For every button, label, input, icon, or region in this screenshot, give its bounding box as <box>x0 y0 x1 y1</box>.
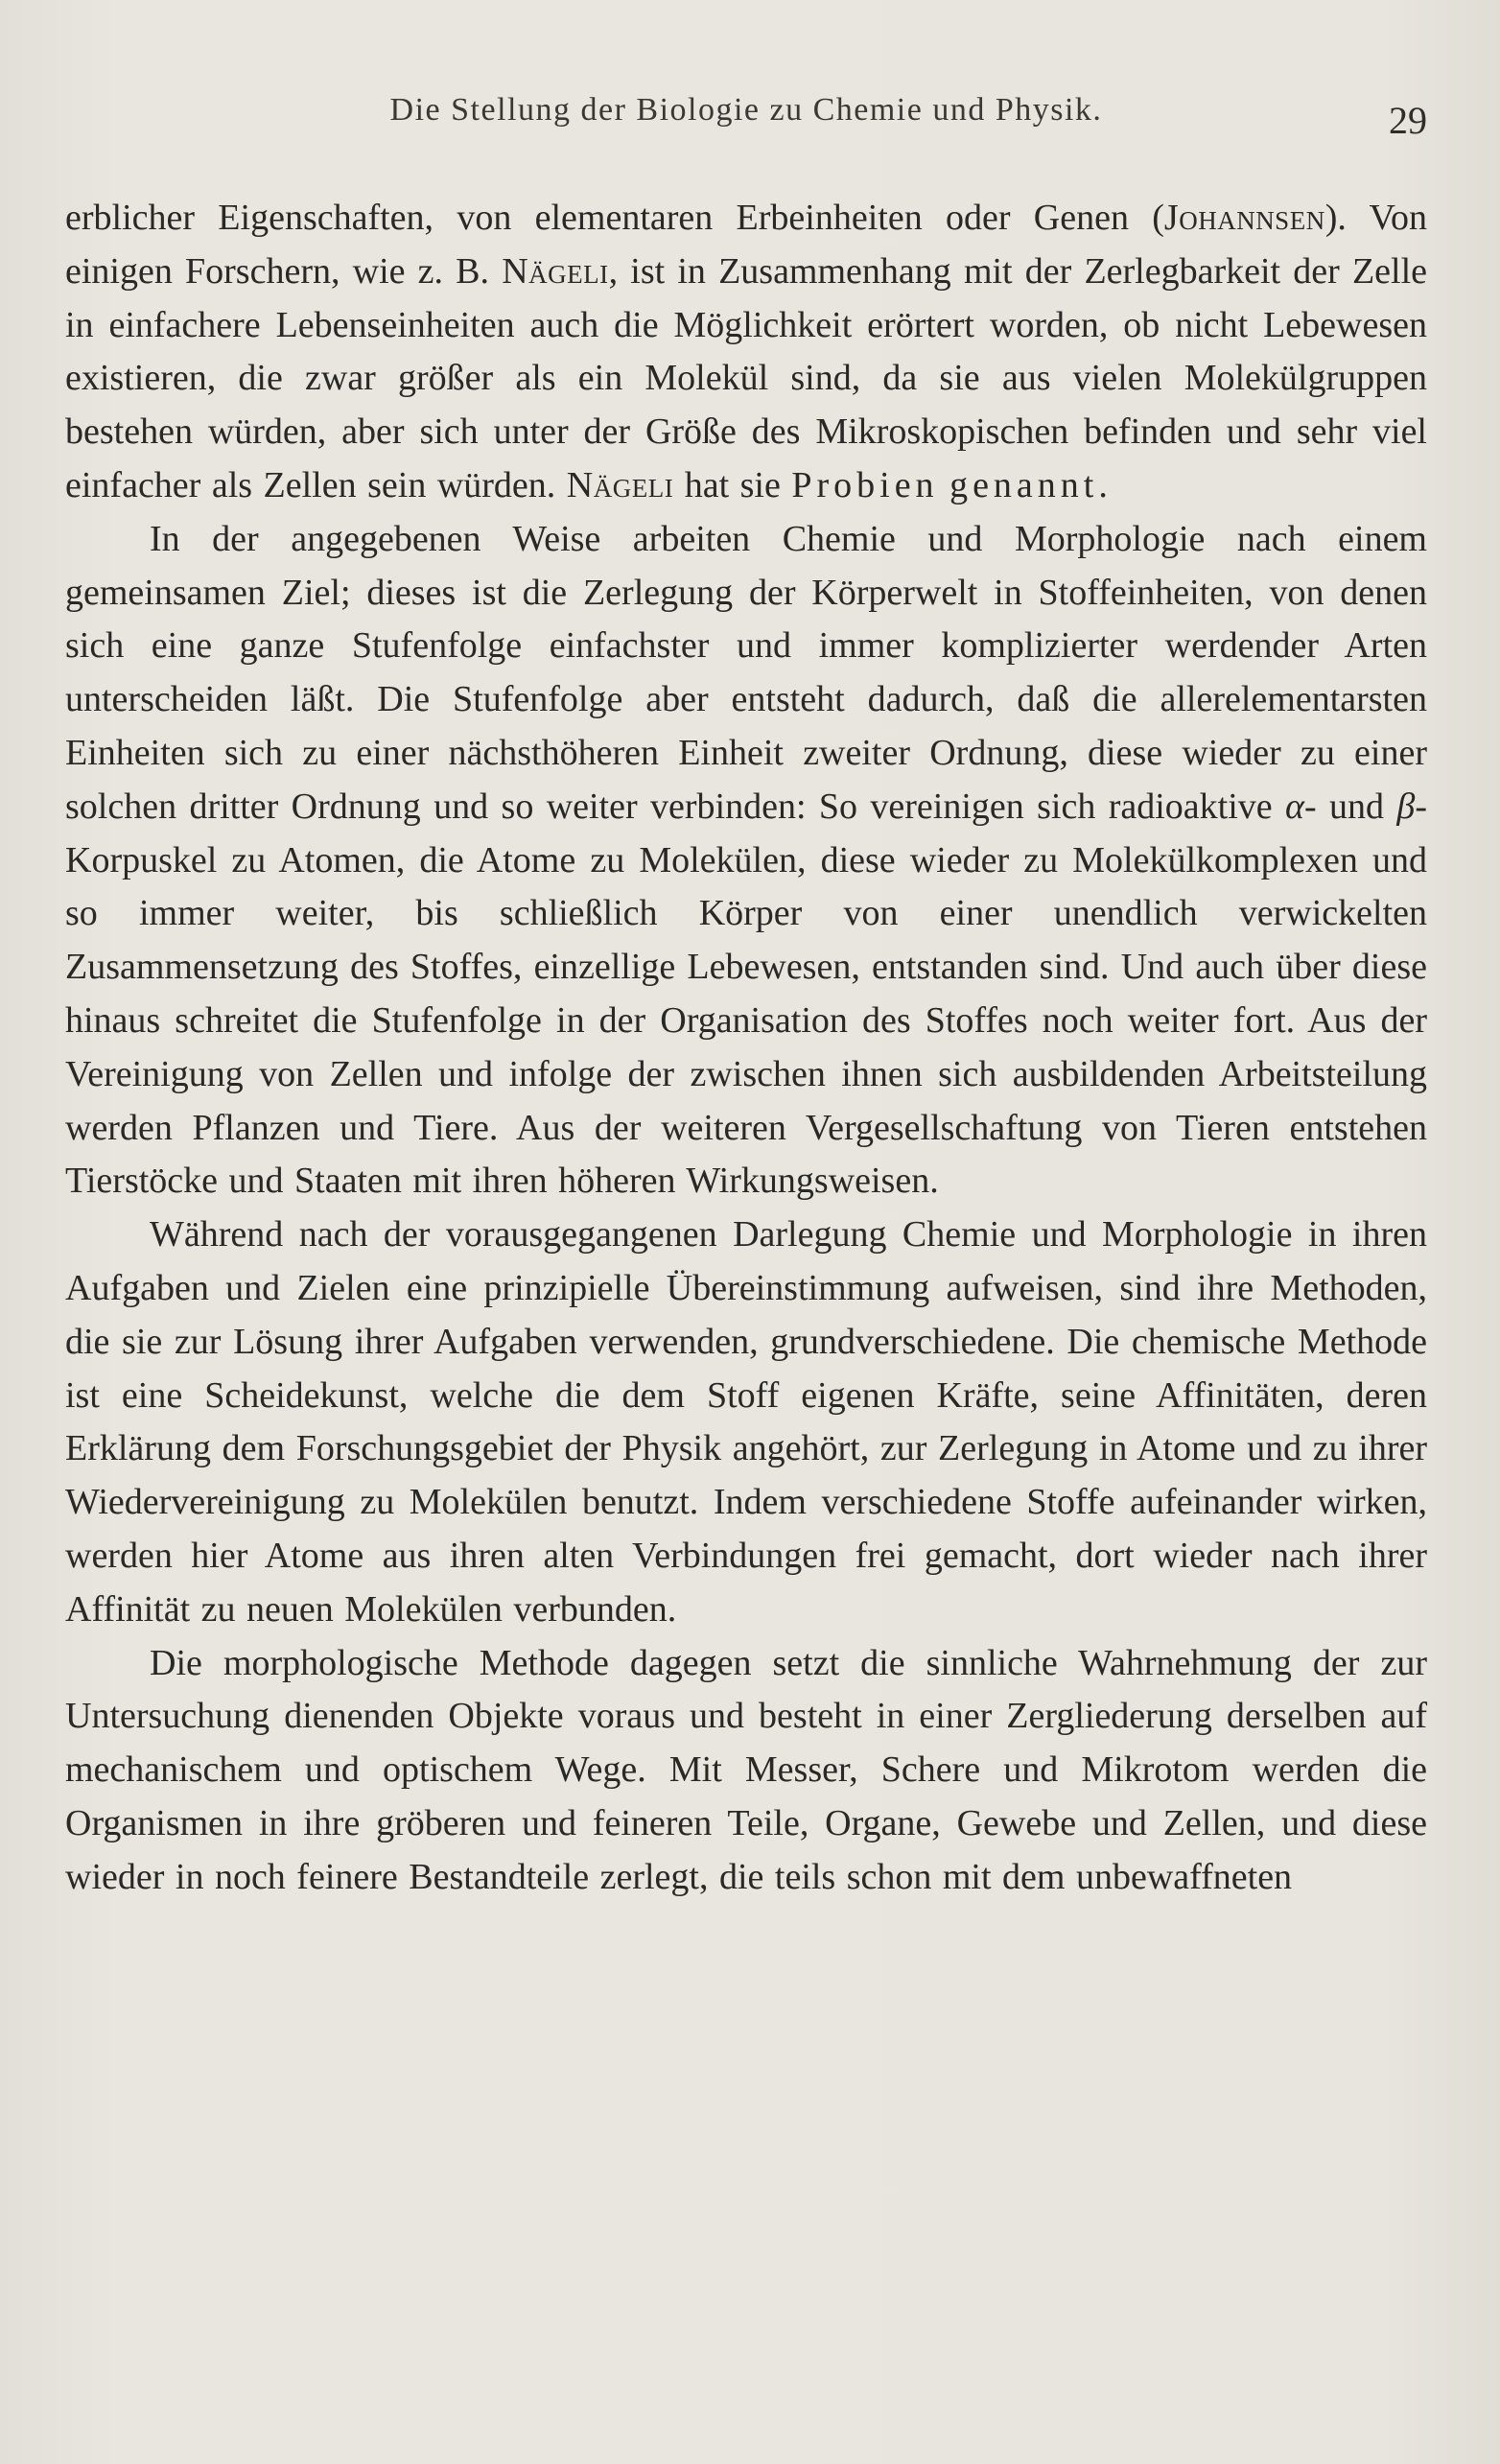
paragraph-3: Während nach der vorausgegangenen Darlegung Chemie und Morphologie in ihren Aufgaben und Zielen eine prinzipielle Übereinstimmung aufweisen, sind ihre Methoden, die sie zur Lösung ihrer Aufgaben verwenden, grundverschiedene. Die chemische Methode ist eine Scheidekunst, welche die dem Stoff eigenen Kräfte, seine Affinitäten, deren Erklärung dem Forschungsgebiet der Physik angehört, zur Zerlegung in Atome und zu ihrer Wiedervereinigung zu Molekülen benutzt. Indem verschiedene Stoffe aufeinander wirken, werden hier Atome aus ihren alten Verbindungen frei gemacht, dort wieder nach ihrer Affinität zu neuen Molekülen verbunden. <box>65 1214 1427 1630</box>
body-text <box>65 192 1427 1905</box>
p1-text-b: ). Von einigen Forschern, wie z. B. <box>65 198 1427 292</box>
paragraph-1 <box>65 192 1427 513</box>
paragraph-2 <box>65 513 1427 1209</box>
author-naegeli-2: Nägeli <box>566 464 674 505</box>
p1-text-c: , ist in Zusammenhang mit der Zerlegbarkeit der Zelle in einfachere Lebenseinheiten auch die Möglichkeit erörtert worden, ob nicht Lebewesen existieren, die zwar größer als ein Molekül sind, da sie aus vielen Molekülgruppen bestehen würden, aber sich unter der Größe des Mikroskopischen befinden und sehr viel einfacher als Zellen sein würden. <box>65 250 1428 505</box>
running-title: Die Stellung der Biologie zu Chemie und Physik. <box>389 92 1103 128</box>
p1-text-d: hat sie <box>673 464 792 505</box>
p2-text-c: -Korpuskel zu Atomen, die Atome zu Molekülen, diese wieder zu Molekülkomplexen und so immer weiter, bis schließlich Körper von einer unendlich verwickelten Zusammensetzung des Stoffes, einzellige Lebewesen, entstanden sind. Und auch über diese hinaus schreitet die Stufenfolge in der Organisation des Stoffes noch weiter fort. Aus der Vereinigung von Zellen und infolge der zwischen ihnen sich ausbildenden Arbeitsteilung werden Pflanzen und Tiere. Aus der weiteren Vergesellschaftung von Tieren entstehen Tierstöcke und Staaten mit ihren höheren Wirkungsweisen. <box>65 786 1428 1202</box>
term-genannt: genannt <box>949 464 1099 505</box>
p2-text-a: In der angegebenen Weise arbeiten Chemie und Morphologie nach einem gemeinsamen Ziel; dieses ist die Zerlegung der Körperwelt in Stoffeinheiten, von denen sich eine ganze Stufenfolge einfachster und immer komplizierter werdender Arten unterscheiden läßt. Die Stufenfolge aber entsteht dadurch, daß die allerelementarsten Einheiten sich zu einer nächsthöheren Einheit zweiter Ordnung, diese wieder zu einer solchen dritter Ordnung und so weiter verbinden: So vereinigen sich radioaktive <box>65 518 1427 827</box>
p2-text-b: - und <box>1304 786 1397 827</box>
symbol-beta: β <box>1396 786 1416 827</box>
p1-text-f: . <box>1098 464 1108 505</box>
author-johannsen: Johannsen <box>1163 198 1325 238</box>
p1-text-a: erblicher Eigenschaften, von elementaren Erbeinheiten oder Genen ( <box>65 198 1164 238</box>
author-naegeli: Nägeli <box>502 250 609 292</box>
p1-text-e <box>939 465 950 505</box>
paragraph-4: Die morphologische Methode dagegen setzt die sinnliche Wahrnehmung der zur Untersuchung dienenden Objekte voraus und besteht in einer Zergliederung derselben auf mechanischem und optischem Wege. Mit Messer, Schere und Mikrotom werden die Organismen in ihre gröberen und feineren Teile, Organe, Gewebe und Zellen, und diese wieder in noch feinere Bestandteile zerlegt, die teils schon mit dem unbewaffneten <box>65 1642 1427 1897</box>
symbol-alpha: α <box>1285 786 1304 827</box>
term-probien: Probien <box>791 464 939 505</box>
page-number: 29 <box>1389 99 1427 142</box>
page-header <box>65 92 1427 140</box>
